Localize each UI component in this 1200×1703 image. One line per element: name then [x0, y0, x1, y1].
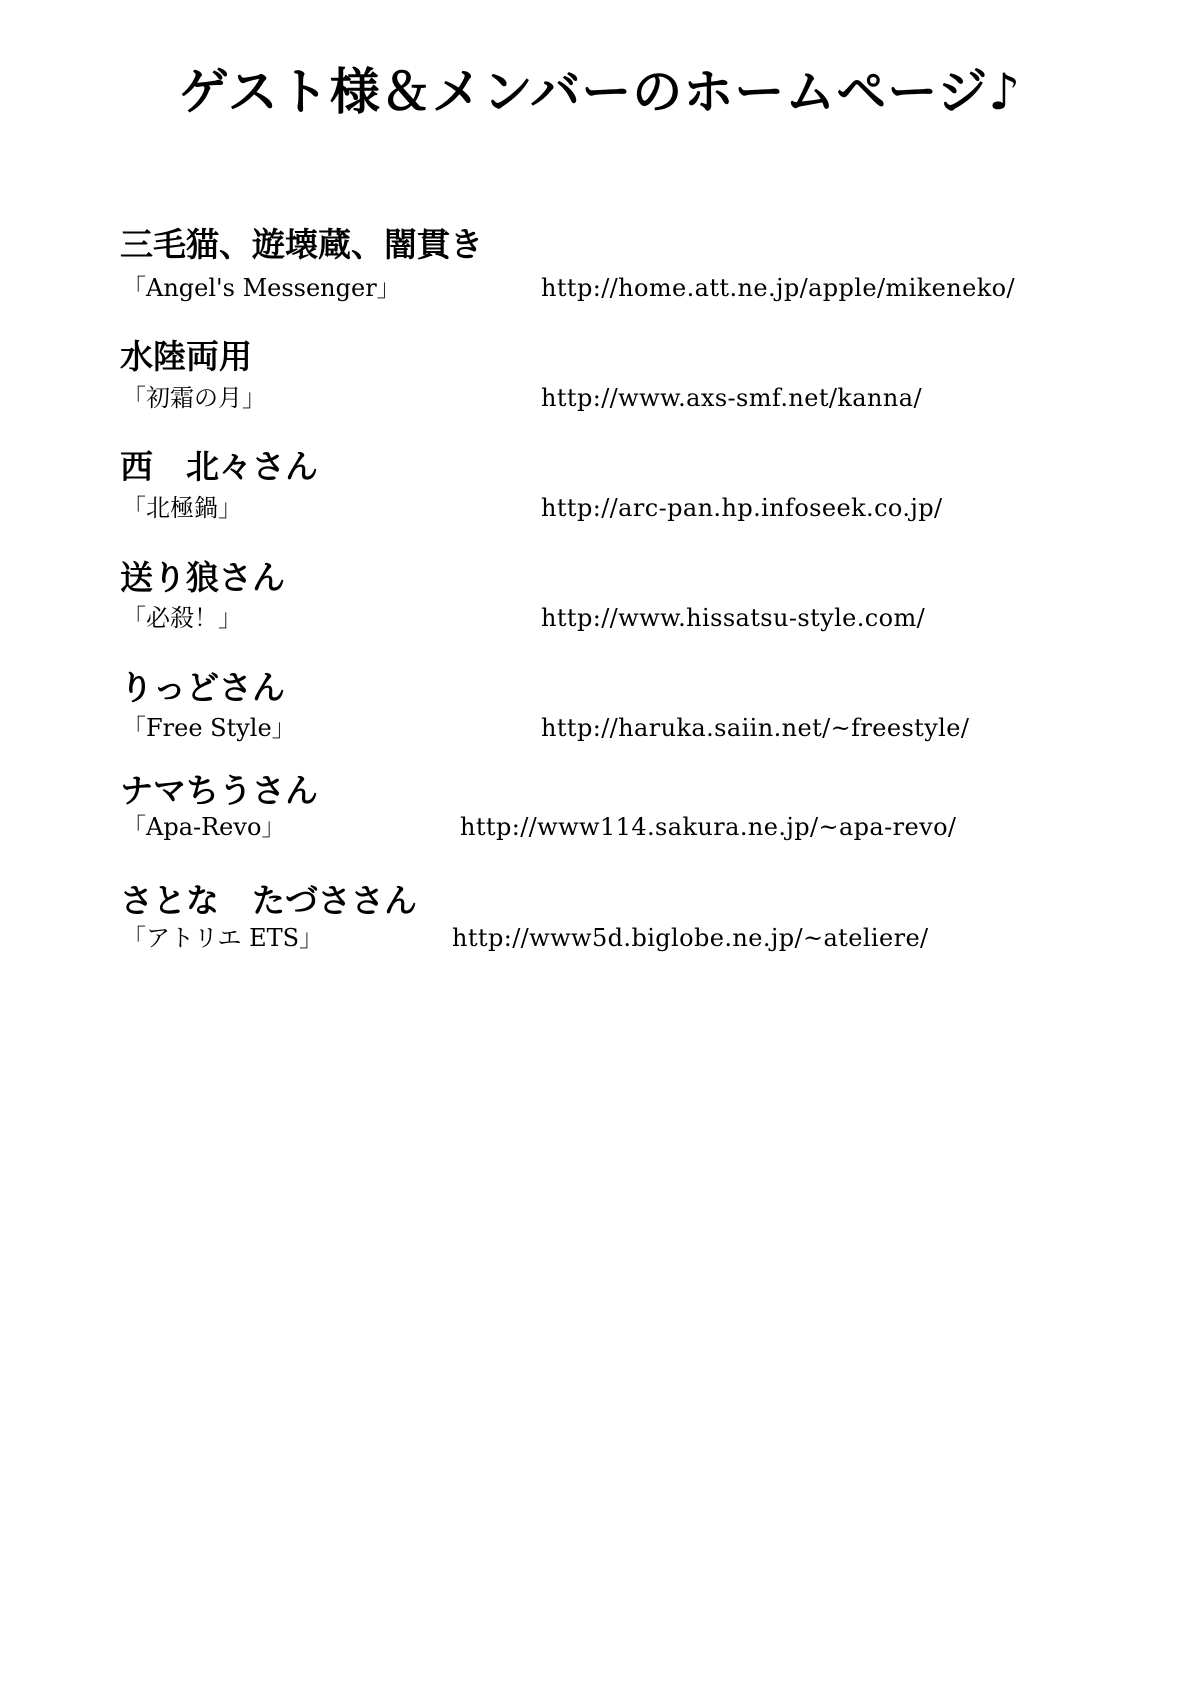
entry-owner-name: 水陸両用 [120, 337, 252, 376]
entry-site-name: 「Apa-Revo」 [122, 813, 286, 841]
entry-owner-name: 三毛猫、遊壊蔵、闇貫き [120, 225, 483, 264]
entry-url-link[interactable]: http://arc-pan.hp.infoseek.co.jp/ [541, 494, 943, 522]
entry-owner-name: ナマちうさん [120, 771, 318, 810]
entry-url-link[interactable]: http://www.axs-smf.net/kanna/ [541, 384, 922, 412]
entry-url-link[interactable]: http://www.hissatsu-style.com/ [541, 604, 926, 632]
entry-site-name: 「Angel's Messenger」 [122, 274, 401, 302]
entry-site-name: 「初霜の月」 [122, 384, 266, 412]
entry-url-link[interactable]: http://home.att.ne.jp/apple/mikeneko/ [541, 274, 1015, 302]
entry-site-name: 「アトリエ ETS」 [122, 924, 324, 952]
entry-site-name: 「北極鍋」 [122, 494, 242, 522]
page-title: ゲスト様＆メンバーのホームページ♪ [178, 63, 1022, 121]
entry-url-link[interactable]: http://www5d.biglobe.ne.jp/~ateliere/ [452, 924, 929, 952]
entry-url-link[interactable]: http://www114.sakura.ne.jp/~apa-revo/ [460, 813, 957, 841]
entry-owner-name: りっどさん [120, 668, 285, 707]
entry-url-link[interactable]: http://haruka.saiin.net/~freestyle/ [541, 714, 970, 742]
entry-owner-name: さとな たづささん [120, 881, 417, 920]
entry-owner-name: 送り狼さん [120, 558, 285, 597]
entry-site-name: 「Free Style」 [122, 714, 296, 742]
entry-site-name: 「必殺！」 [122, 604, 242, 632]
entry-owner-name: 西 北々さん [120, 447, 318, 486]
